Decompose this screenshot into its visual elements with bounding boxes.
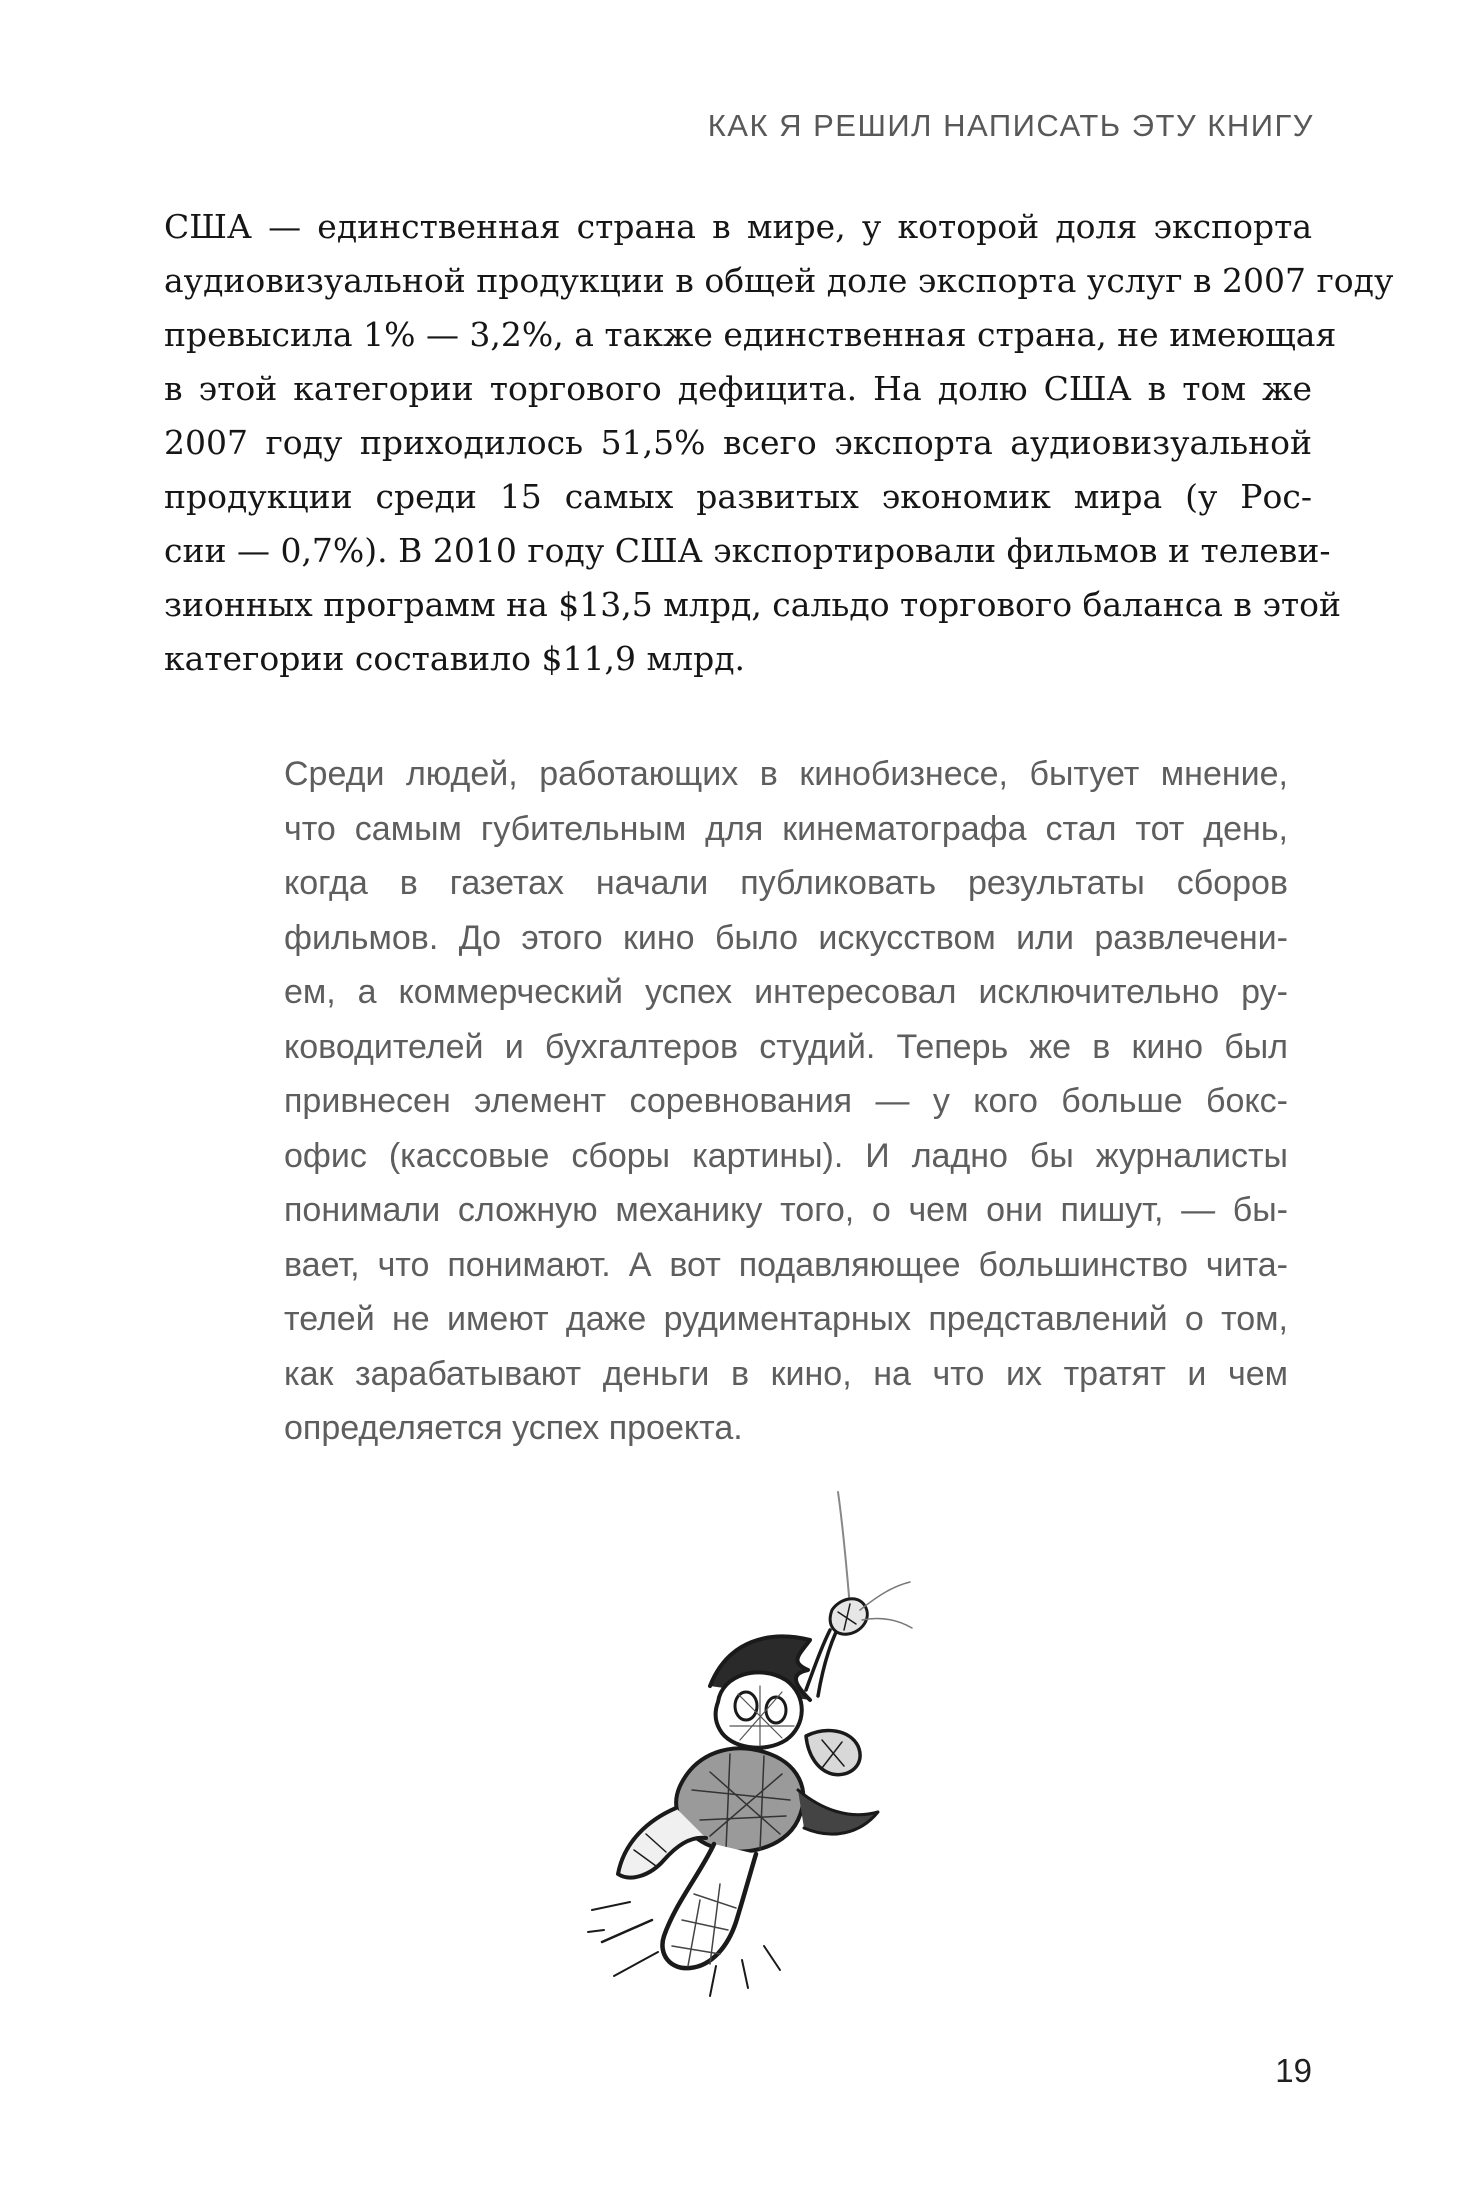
spider-hero-swinging-icon xyxy=(560,1490,940,2000)
running-title: КАК Я РЕШИЛ НАПИСАТЬ ЭТУ КНИГУ xyxy=(707,108,1314,143)
body-line: категории составило $11,9 млрд. xyxy=(164,639,746,678)
quote-paragraph xyxy=(284,747,1288,1456)
body-paragraph xyxy=(164,200,1394,686)
spider-hero-illustration xyxy=(560,1490,940,2000)
quote-line: фильмов. До этого кино было искусством или развлечени- xyxy=(284,918,1288,957)
body-line: США — единственная страна в мире, у которой доля экспорта xyxy=(164,207,1312,246)
page-number: 19 xyxy=(1275,2052,1312,2089)
quote-line: когда в газетах начали публиковать результаты сборов xyxy=(284,864,1288,902)
quote-line: офис (кассовые сборы картины). И ладно бы журналисты xyxy=(284,1136,1288,1175)
body-line: продукции среди 15 самых развитых экономик мира (у Рос- xyxy=(164,477,1312,516)
quote-line: понимали сложную механику того, о чем они пишут, — бы- xyxy=(284,1191,1288,1229)
body-line: зионных программ на $13,5 млрд, сальдо торгового баланса в этой xyxy=(164,585,1342,624)
quote-line: определяется успех проекта. xyxy=(284,1409,743,1447)
quote-line: ем, а коммерческий успех интересовал исключительно ру- xyxy=(284,973,1288,1011)
quote-line: Среди людей, работающих в кинобизнесе, бытует мнение, xyxy=(284,755,1288,793)
body-line: 2007 году приходилось 51,5% всего экспорта аудиовизуальной xyxy=(164,423,1312,462)
quote-line: привнесен элемент соревнования — у кого больше бокс- xyxy=(284,1082,1288,1120)
quote-line: ководителей и бухгалтеров студий. Теперь же в кино был xyxy=(284,1027,1288,1066)
body-line: в этой категории торгового дефицита. На долю США в том же xyxy=(164,369,1312,408)
body-line: превысила 1% — 3,2%, а также единственная страна, не имеющая xyxy=(164,315,1337,354)
quote-line: что самым губительным для кинематографа стал тот день, xyxy=(284,809,1288,848)
body-line: аудиовизуальной продукции в общей доле экспорта услуг в 2007 году xyxy=(164,261,1394,300)
quote-line: как зарабатывают деньги в кино, на что их тратят и чем xyxy=(284,1354,1288,1393)
quote-line: телей не имеют даже рудиментарных представлений о том, xyxy=(284,1300,1288,1338)
body-line: сии — 0,7%). В 2010 году США экспортировали фильмов и телеви- xyxy=(164,531,1331,570)
quote-line: вает, что понимают. А вот подавляющее большинство чита- xyxy=(284,1245,1288,1284)
